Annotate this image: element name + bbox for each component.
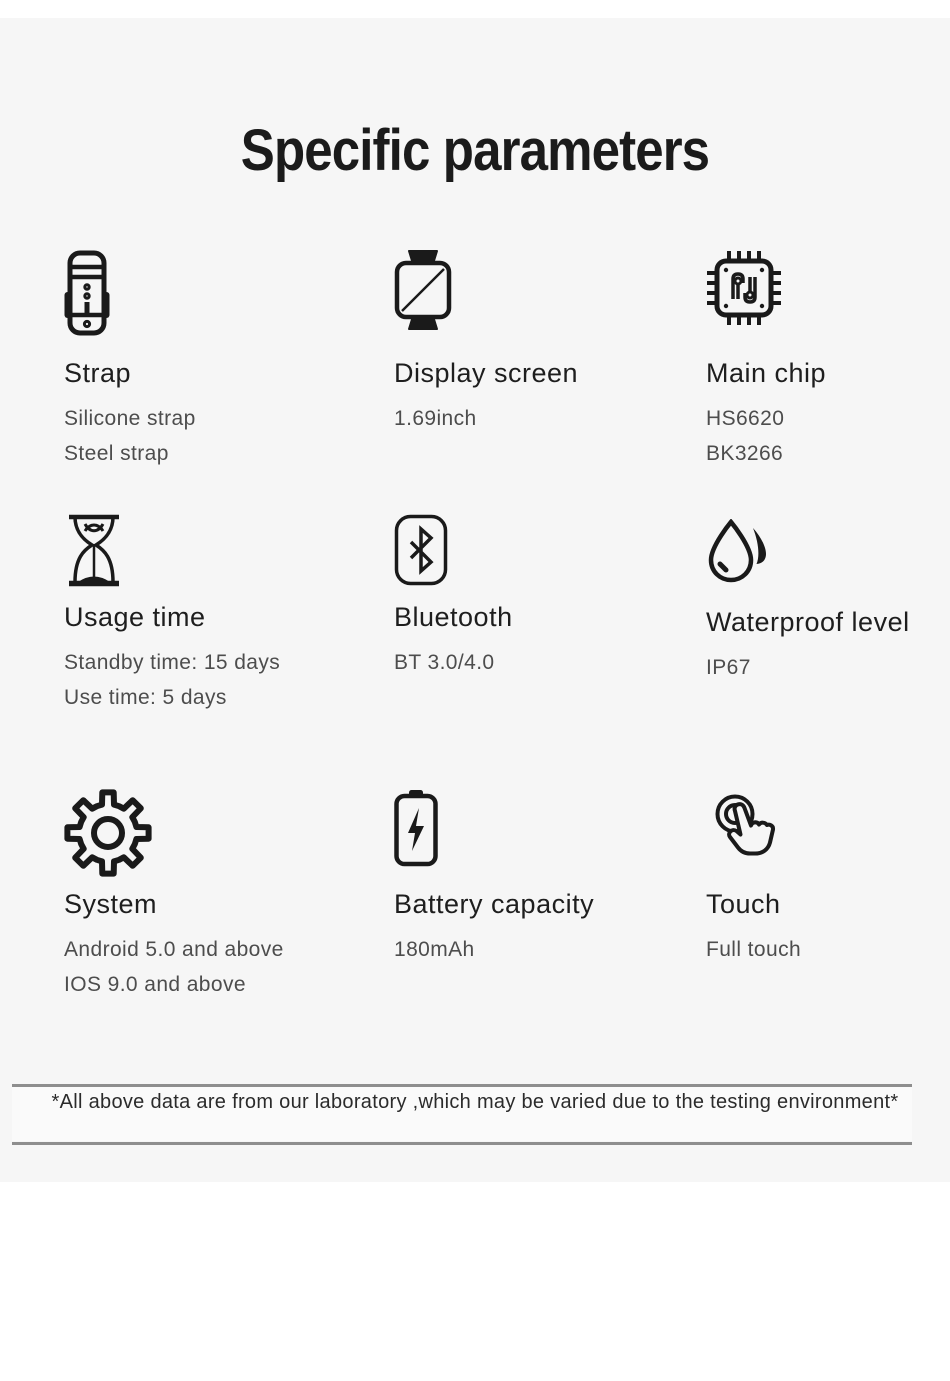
- spec-details: [706, 651, 950, 686]
- spec-detail-line: 1.69inch: [394, 407, 477, 430]
- spec-cell-touch: [706, 789, 950, 968]
- spec-cell-battery: [394, 789, 704, 968]
- display-screen-icon: [394, 250, 704, 344]
- spec-details: [706, 402, 950, 471]
- spec-cell-usage: [64, 514, 374, 715]
- spec-detail-line: HS6620: [706, 407, 785, 430]
- spec-detail-line: Silicone strap: [64, 407, 196, 430]
- spec-detail-line: 180mAh: [394, 938, 475, 961]
- spec-details: [706, 933, 950, 968]
- spec-detail-line: BT 3.0/4.0: [394, 651, 495, 674]
- spec-label: Strap: [64, 358, 132, 388]
- spec-cell-display: [394, 250, 704, 437]
- bluetooth-icon: [394, 514, 704, 588]
- spec-cell-chip: [706, 250, 950, 471]
- spec-label: Main chip: [706, 358, 827, 388]
- footer-disclaimer: *All above data are from our laboratory ,which may be varied due to the testing environment*: [51, 1091, 899, 1113]
- spec-label: Bluetooth: [394, 602, 513, 632]
- battery-icon: [394, 789, 704, 875]
- spec-detail-line: Full touch: [706, 938, 802, 961]
- spec-label: Display screen: [394, 358, 579, 388]
- touch-icon: [706, 789, 950, 875]
- spec-cell-waterproof: [706, 514, 950, 686]
- spec-details: [394, 933, 704, 968]
- spec-detail-line: Use time: 5 days: [64, 685, 227, 709]
- spec-detail-line: Standby time: 15 days: [64, 651, 281, 674]
- footer-top-rule: [12, 1084, 912, 1087]
- strap-icon: [64, 250, 374, 344]
- page-title: Specific parameters: [240, 117, 710, 183]
- spec-cell-strap: [64, 250, 374, 471]
- spec-label: Battery capacity: [394, 889, 595, 919]
- spec-details: [64, 402, 374, 471]
- spec-detail-line: Android 5.0 and above: [64, 938, 284, 961]
- spec-details: [64, 646, 374, 715]
- spec-details: [394, 402, 704, 437]
- waterdrop-icon: [706, 514, 950, 593]
- spec-cell-bluetooth: [394, 514, 704, 681]
- spec-detail-line: IP67: [706, 656, 751, 679]
- spec-detail-line: BK3266: [706, 441, 784, 465]
- spec-label: Usage time: [64, 602, 206, 632]
- hourglass-icon: [64, 514, 374, 588]
- chip-icon: [706, 250, 950, 344]
- spec-detail-line: IOS 9.0 and above: [64, 972, 246, 996]
- gear-icon: [64, 789, 374, 875]
- spec-details: [394, 646, 704, 681]
- spec-cell-system: [64, 789, 374, 1002]
- spec-detail-line: Steel strap: [64, 441, 169, 465]
- footer-bottom-rule: [12, 1142, 912, 1145]
- spec-label: Touch: [706, 889, 781, 919]
- spec-label: System: [64, 889, 158, 919]
- spec-label: Waterproof level: [706, 607, 910, 637]
- spec-details: [64, 933, 374, 1002]
